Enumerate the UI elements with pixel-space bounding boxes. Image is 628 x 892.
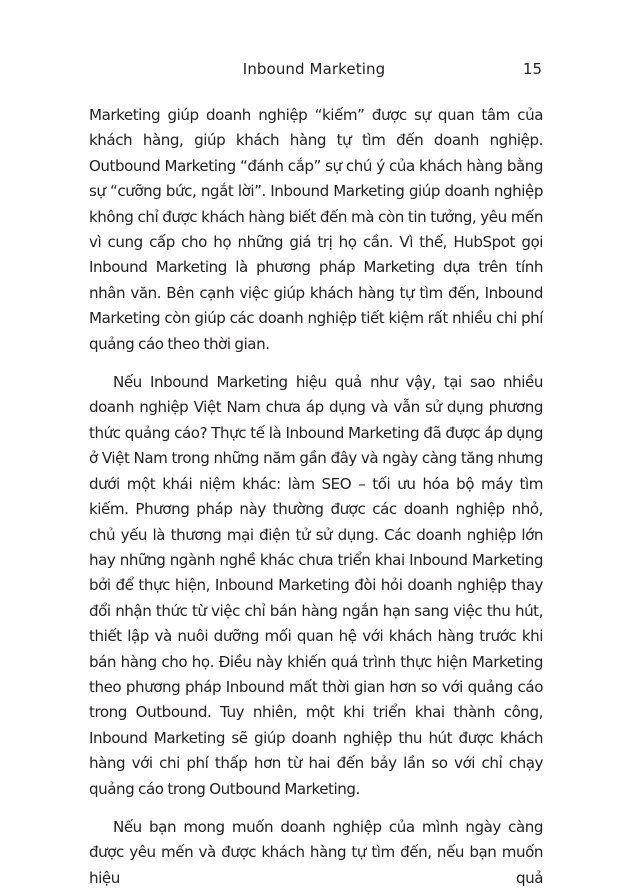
paragraph-3: Nếu bạn mong muốn doanh nghiệp của mình ngày càng được yêu mến và được khách hàng tự tìm đến, nếu bạn muốn hiệu quả xyxy=(89,817,543,887)
paragraph-2: Nếu Inbound Marketing hiệu quả như vậy, tại sao nhiều doanh nghiệp Việt Nam chưa áp dụng và vẫn sử dụng phương thức quảng cáo? Thực tế là Inbound Marketing đã được áp dụng ở Việt Nam trong những năm gần đây và ngày càng tăng nhưng dưới một khái niệm khác: làm SEO – tối ưu hóa bộ máy tìm kiếm. Phương pháp này thường được các doanh nghiệp nhỏ, chủ yếu là thương mại điện tử sử dụng. Các doanh nghiệp lớn hay những ngành nghề khác chưa triển khai Inbound Marketing bởi để thực hiện, Inbound Marketing đòi hỏi doanh nghiệp thay đổi nhận thức từ việc chỉ bán hàng ngắn hạn sang việc thu hút, thiết lập và nuôi dưỡng mối quan hệ với khách hàng trước khi bán hàng cho họ. Điều này khiến quá trình thực hiện Marketing theo phương pháp Inbound mất thời gian hơn so với quảng cáo trong Outbound. Tuy nhiên, một khi triển khai thành công, Inbound Marketing sẽ giúp doanh nghiệp thu hút được khách hàng với chi phí thấp hơn từ hai đến bảy lần so với chỉ chạy quảng cáo trong Outbound Marketing. xyxy=(89,373,543,798)
paragraph-1: Marketing giúp doanh nghiệp “kiếm” được sự quan tâm của khách hàng, giúp khách hàng tự tìm đến doanh nghiệp. Outbound Marketing “đánh cắp” sự chú ý của khách hàng bằng sự “cưỡng bức, ngắt lời”. Inbound Marketing giúp doanh nghiệp không chỉ được khách hàng biết đến mà còn tin tưởng, yêu mến vì cung cấp cho họ những giá trị họ cần. Vì thế, HubSpot gọi Inbound Marketing là phương pháp Marketing dựa trên tính nhân văn. Bên cạnh việc giúp khách hàng tự tìm đến, Inbound Marketing còn giúp các doanh nghiệp tiết kiệm rất nhiều chi phí quảng cáo theo thời gian. xyxy=(89,106,543,353)
body-text xyxy=(89,103,543,891)
running-title: Inbound Marketing xyxy=(242,60,386,78)
page-number: 15 xyxy=(522,60,542,78)
running-header xyxy=(0,58,628,80)
